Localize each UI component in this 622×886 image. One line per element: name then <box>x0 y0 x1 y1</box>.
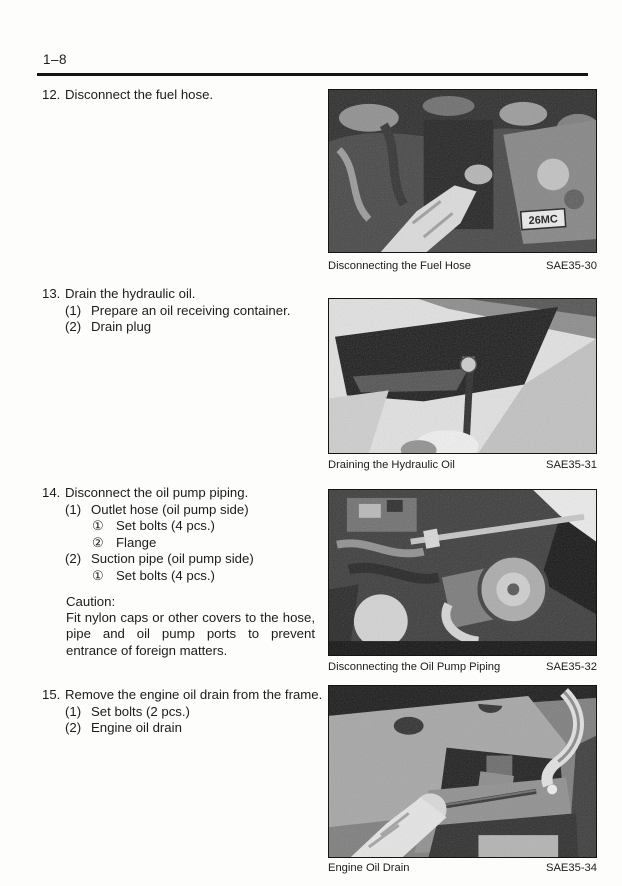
photo-caption: Disconnecting the Fuel Hose <box>328 260 472 272</box>
step-14 <box>42 485 338 585</box>
substep <box>42 319 338 336</box>
substep-label: (1) <box>65 703 82 719</box>
step-15 <box>42 687 338 737</box>
subsubstep <box>42 535 338 552</box>
step-text: Remove the engine oil drain from the frame. <box>65 687 323 702</box>
substep <box>42 303 338 320</box>
circled-number: ② <box>92 534 104 550</box>
photo-caption-row <box>328 459 597 471</box>
oil-pump-piping-photo-art <box>329 490 596 655</box>
hydraulic-oil-photo <box>328 298 597 454</box>
fuel-hose-photo <box>328 89 597 253</box>
photo-code: SAE35-32 <box>546 661 597 673</box>
substep-label: (2) <box>65 319 82 335</box>
caution-title: Caution: <box>66 594 116 609</box>
photo-caption-row <box>328 862 597 874</box>
photo-tag-text: 26MC <box>528 213 559 228</box>
step-number: 13. <box>42 286 61 301</box>
page-number: 1–8 <box>43 52 68 67</box>
substep <box>42 720 338 737</box>
substep-text: Outlet hose (oil pump side) <box>91 501 249 517</box>
subsubstep <box>42 518 338 535</box>
step-line <box>42 687 338 704</box>
step-text: Drain the hydraulic oil. <box>65 286 196 301</box>
photo-code: SAE35-31 <box>546 459 597 471</box>
photo-caption: Draining the Hydraulic Oil <box>328 459 455 471</box>
step-text: Disconnect the fuel hose. <box>65 87 214 102</box>
step-number: 15. <box>42 687 61 702</box>
substep-text: Suction pipe (oil pump side) <box>91 551 254 567</box>
step-number: 12. <box>42 87 61 102</box>
subsubstep-text: Set bolts (4 pcs.) <box>116 518 215 534</box>
substep-label: (1) <box>65 302 82 318</box>
step-number: 14. <box>42 485 61 500</box>
photo-caption-row <box>328 260 597 272</box>
step-text: Disconnect the oil pump piping. <box>65 485 249 500</box>
step-line <box>42 87 338 104</box>
photo-caption: Engine Oil Drain <box>328 862 410 874</box>
oil-pump-piping-photo <box>328 489 597 656</box>
subsubstep <box>42 568 338 585</box>
hydraulic-oil-photo-art <box>329 299 596 453</box>
subsubstep-text: Flange <box>116 534 157 550</box>
circled-number: ① <box>92 567 104 583</box>
substep <box>42 704 338 721</box>
step-13 <box>42 286 338 336</box>
photo-code: SAE35-30 <box>546 260 597 272</box>
substep-label: (2) <box>65 720 82 736</box>
substep <box>42 502 338 519</box>
step-line <box>42 485 338 502</box>
substep-text: Drain plug <box>91 319 152 335</box>
caution-block <box>66 594 315 659</box>
substep-label: (2) <box>65 551 82 567</box>
substep-text: Prepare an oil receiving container. <box>91 302 291 318</box>
step-line <box>42 286 338 303</box>
circled-number: ① <box>92 518 104 534</box>
subsubstep-text: Set bolts (4 pcs.) <box>116 567 215 583</box>
header-rule <box>37 73 588 76</box>
caution-body: Fit nylon caps or other covers to the hose, pipe and oil pump ports to prevent entrance of foreign matters. <box>66 610 315 658</box>
photo-caption: Disconnecting the Oil Pump Piping <box>328 661 501 673</box>
photo-code: SAE35-34 <box>546 862 597 874</box>
substep-text: Engine oil drain <box>91 720 182 736</box>
photo-caption-row <box>328 661 597 673</box>
substep <box>42 551 338 568</box>
substep-label: (1) <box>65 501 82 517</box>
step-12 <box>42 87 338 104</box>
engine-oil-drain-photo-art <box>329 686 596 857</box>
engine-oil-drain-photo <box>328 685 597 858</box>
fuel-hose-photo-art <box>329 90 596 252</box>
substep-text: Set bolts (2 pcs.) <box>91 703 190 719</box>
